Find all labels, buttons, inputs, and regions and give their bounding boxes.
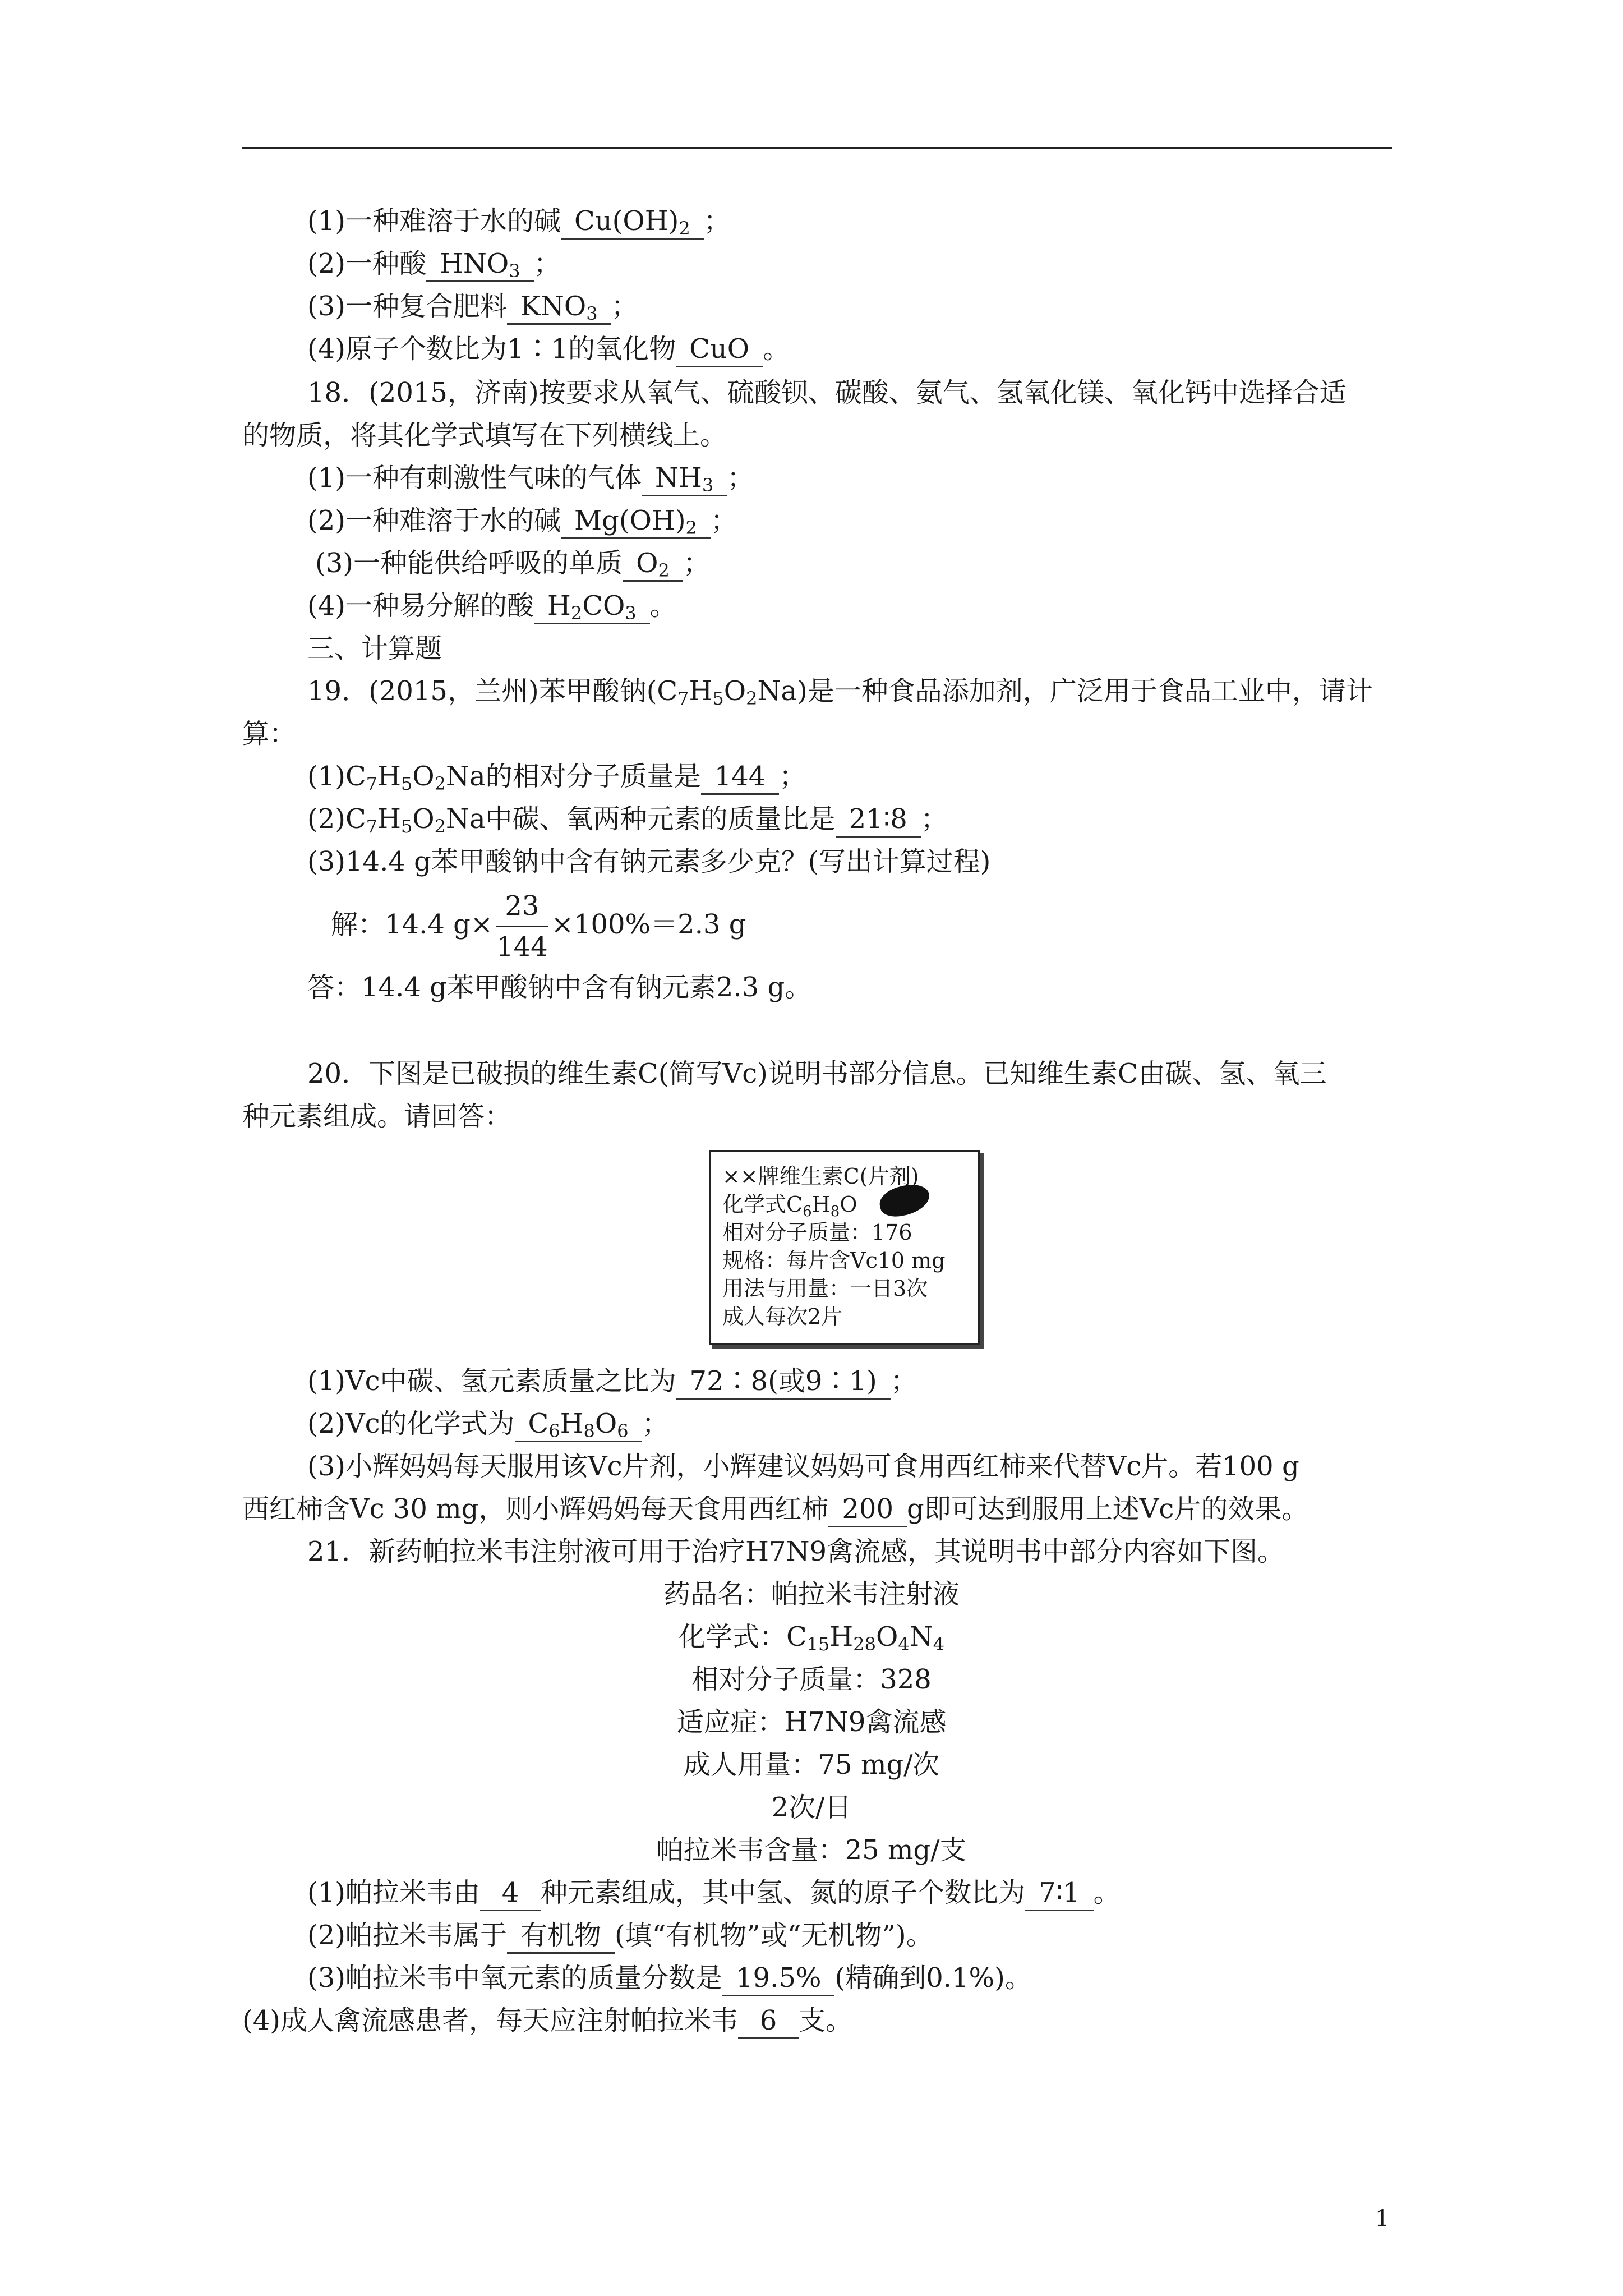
- q17-part1: (1)一种难溶于水的碱 $Cu(OH)_2$ ；: [307, 205, 731, 239]
- q20-part1: (1)Vc中碳、氢元素质量之比为 72∶8(或9∶1) ；: [307, 1364, 917, 1400]
- drug-info-content: 帕拉米韦含量：25 mg/支: [656, 1834, 967, 1866]
- answer-blank: 19.5%: [722, 1961, 834, 1996]
- q21-stem: 21．新药帕拉米韦注射液可用于治疗H7N9禽流感，其说明书中部分内容如下图。: [307, 1536, 1285, 1567]
- header-rule: [242, 147, 1392, 149]
- drug-info-indication: 适应症：H7N9禽流感: [676, 1706, 947, 1738]
- drug-info-mass: 相对分子质量：328: [691, 1664, 932, 1695]
- q21-part1: (1)帕拉米韦由 4 种元素组成，其中氢、氮的原子个数比为 7∶1 。: [307, 1876, 1121, 1911]
- q20-part3-line1: (3)小辉妈妈每天服用该Vc片剂，小辉建议妈妈可食用西红柿来代替Vc片。若100 g: [307, 1451, 1299, 1482]
- fraction: $\frac{23}{144}$: [496, 886, 548, 967]
- answer-blank: $NH_3$: [642, 461, 727, 496]
- answer-blank: $H_2CO_3$: [534, 589, 650, 624]
- label-line: 化学式$C_6H_8O$: [722, 1192, 857, 1220]
- section-heading: 三、计算题: [307, 633, 442, 664]
- q18-part4: (4)一种易分解的酸 $H_2CO_3$ 。: [307, 590, 677, 624]
- q17-part3: (3)一种复合肥料 $KNO_3$ ；: [307, 291, 638, 324]
- answer-blank: $HNO_3$: [426, 247, 534, 282]
- q19-part1: $(1)C_7H_5O_2Na$的相对分子质量是 144 ；: [307, 761, 806, 794]
- q19-solution: 解：14.4 g× $\frac{23}{144}$ ×100%＝2.3 g: [331, 886, 746, 967]
- q19-stem-line2: 算：: [242, 718, 297, 749]
- answer-blank: 有机物: [507, 1918, 615, 1954]
- drug-info-frequency: 2次/日: [771, 1792, 852, 1823]
- vitamin-c-label: [709, 1150, 980, 1345]
- q19-part2: $(2)C_7H_5O_2Na$中碳、氧两种元素的质量比是 21∶8 ；: [307, 803, 948, 837]
- label-line: 用法与用量：一日3次: [722, 1276, 928, 1301]
- q21-part3: (3)帕拉米韦中氧元素的质量分数是 19.5% (精确到0.1%)。: [307, 1961, 1032, 1996]
- q17-part4: (4)原子个数比为1∶1的氧化物 CuO 。: [307, 332, 790, 367]
- label-line: 规格：每片含Vc10 mg: [722, 1248, 946, 1273]
- answer-blank: 21∶8: [836, 802, 921, 838]
- q19-answer: 答：14.4 g苯甲酸钠中含有钠元素2.3 g。: [307, 972, 812, 1003]
- answer-blank: $Cu(OH)_2$: [561, 204, 704, 240]
- q18-part2: (2)一种难溶于水的碱 $Mg(OH)_2$ ；: [307, 505, 737, 539]
- q18-part1: (1)一种有刺激性气味的气体 $NH_3$ ；: [307, 462, 754, 496]
- answer-blank: $C_6H_8O_6$: [515, 1407, 642, 1442]
- q21-part4: (4)成人禽流感患者，每天应注射帕拉米韦 6 支。: [242, 2004, 852, 2039]
- answer-blank: 7∶1: [1025, 1876, 1094, 1911]
- q20-stem-line2: 种元素组成。请回答：: [242, 1101, 512, 1132]
- q17-part2: (2)一种酸 $HNO_3$ ；: [307, 248, 561, 282]
- label-line: 相对分子质量：176: [722, 1220, 912, 1245]
- q19-part3: (3)14.4 g苯甲酸钠中含有钠元素多少克？(写出计算过程): [307, 846, 991, 877]
- answer-blank: 6: [738, 2004, 799, 2039]
- answer-blank: 144: [701, 760, 780, 795]
- answer-blank: 200: [828, 1492, 907, 1527]
- answer-blank: $KNO_3$: [507, 289, 611, 325]
- q18-part3: (3)一种能供给呼吸的单质 $O_2$ ；: [315, 547, 711, 581]
- drug-info-dosage: 成人用量：75 mg/次: [683, 1749, 940, 1780]
- label-line: 成人每次2片: [722, 1304, 843, 1329]
- q19-stem-line1: 19．(2015，兰州)苯甲酸钠$(C_7H_5O_2Na)$是一种食品添加剂，广泛用于食品工业中，请计: [307, 675, 1373, 709]
- answer-blank: $O_2$: [623, 546, 683, 582]
- answer-blank: CuO: [676, 332, 763, 367]
- drug-info-formula: 化学式：$C_{15}H_{28}O_4N_4$: [678, 1621, 945, 1655]
- label-line: ××牌维生素C(片剂): [722, 1164, 919, 1189]
- q21-part2: (2)帕拉米韦属于 有机物 (填“有机物”或“无机物”)。: [307, 1918, 933, 1954]
- drug-info-name: 药品名：帕拉米韦注射液: [663, 1579, 960, 1610]
- q18-stem-line1: 18．(2015，济南)按要求从氧气、硫酸钡、碳酸、氨气、氢氧化镁、氧化钙中选择合适: [307, 377, 1347, 408]
- q18-stem-line2: 的物质，将其化学式填写在下列横线上。: [242, 420, 727, 451]
- page-number: 1: [1375, 2206, 1390, 2231]
- q20-part3-line2: 西红柿含Vc 30 mg，则小辉妈妈每天食用西红柿 200 g即可达到服用上述Vc片的效果。: [242, 1492, 1308, 1527]
- answer-blank: 4: [480, 1876, 541, 1911]
- answer-blank: $Mg(OH)_2$: [561, 504, 711, 539]
- answer-blank: 72∶8(或9∶1): [676, 1364, 891, 1400]
- q20-stem-line1: 20．下图是已破损的维生素C(简写Vc)说明书部分信息。已知维生素C由碳、氢、氧三: [307, 1058, 1327, 1089]
- q20-part2: (2)Vc的化学式为 $C_6H_8O_6$ ；: [307, 1408, 669, 1442]
